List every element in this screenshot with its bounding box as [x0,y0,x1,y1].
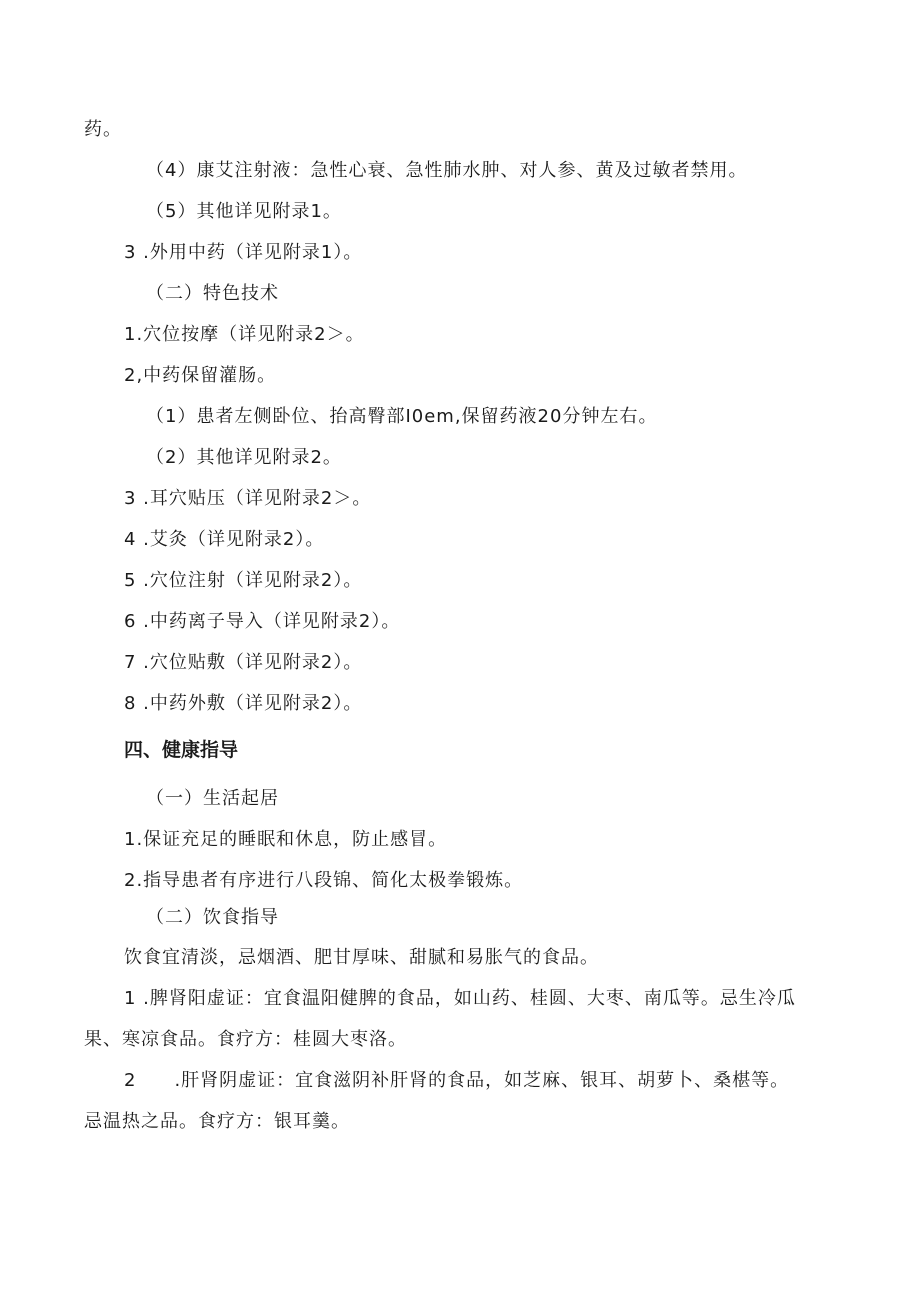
text-line-10: 3 .耳穴贴压（详见附录2＞。 [124,488,372,509]
text-line-22: 1 .脾肾阳虚证：宜食温阳健脾的食品，如山药、桂圆、大枣、南瓜等。忌生冷瓜 [124,988,796,1009]
text-line-3: （5）其他详见附录1。 [146,201,342,222]
text-line-19: 2.指导患者有序进行八段锦、简化太极拳锻炼。 [124,870,524,891]
text-line-14: 7 .穴位贴敷（详见附录2）。 [124,652,363,673]
text-line-15: 8 .中药外敷（详见附录2）。 [124,693,363,714]
text-line-21: 饮食宜清淡，忌烟酒、肥甘厚味、甜腻和易胀气的食品。 [124,947,599,968]
subsection-heading-daily-life: （一）生活起居 [146,788,279,809]
section-heading-health-guidance: 四、健康指导 [124,739,239,761]
text-line-9: （2）其他详见附录2。 [146,447,342,468]
text-line-6: 1.穴位按摩（详见附录2＞。 [124,324,365,345]
text-line-8: （1）患者左侧卧位、抬高臀部I0em,保留药液20分钟左右。 [146,406,658,427]
text-line-2: （4）康艾注射液：急性心衰、急性肺水肿、对人参、黄及过敏者禁用。 [146,160,748,181]
text-line-4: 3 .外用中药（详见附录1）。 [124,242,363,263]
section-heading-special-techniques: （二）特色技术 [146,283,279,304]
text-line-7: 2,中药保留灌肠。 [124,365,277,386]
text-line-23: 果、寒凉食品。食疗方：桂圆大枣洛。 [84,1029,407,1050]
text-line-13: 6 .中药离子导入（详见附录2）。 [124,611,401,632]
text-line-1: 药。 [84,119,122,140]
text-line-18: 1.保证充足的睡眠和休息，防止感冒。 [124,829,448,850]
text-line-24: 2 .肝肾阴虚证：宜食滋阴补肝肾的食品，如芝麻、银耳、胡萝卜、桑椹等。 [124,1070,790,1091]
text-line-11: 4 .艾灸（详见附录2）。 [124,529,325,550]
text-line-25: 忌温热之品。食疗方：银耳羹。 [84,1111,350,1132]
subsection-heading-diet: （二）饮食指导 [146,907,279,928]
text-line-12: 5 .穴位注射（详见附录2）。 [124,570,363,591]
